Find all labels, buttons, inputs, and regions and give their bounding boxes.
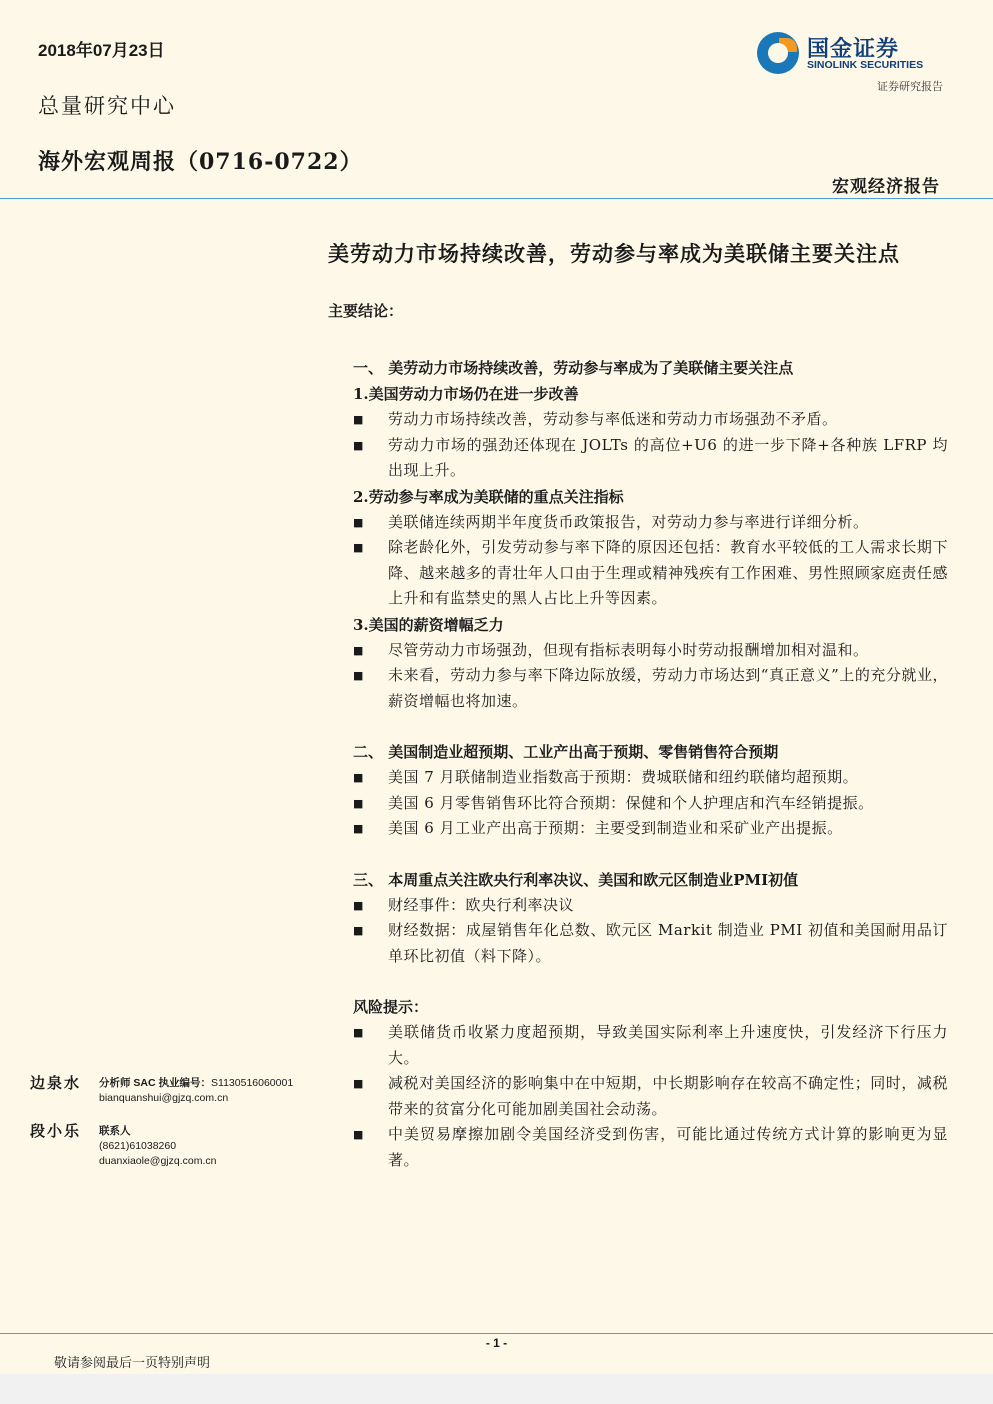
section-title: 三、 本周重点关注欧央行利率决议、美国和欧元区制造业PMI初值 [353,870,799,889]
analyst-name: 段小乐 [30,1122,82,1140]
list-item: ■ 中美贸易摩擦加剧令美国经济受到伤害，可能比通过传统方式计算的影响更为显著。 [328,1122,948,1173]
square-bullet-icon: ■ [353,413,364,426]
report-title: 海外宏观周报（0716-0722） [38,149,363,175]
analyst-email[interactable]: bianquanshui@gjzq.com.cn [99,1092,229,1104]
subsection-title: 2.劳动参与率成为美联储的重点关注指标 [353,487,624,506]
logo-subtitle: 证券研究报告 [877,80,943,93]
square-bullet-icon: ■ [353,438,364,452]
analyst-info [99,1076,293,1106]
list-item: ■ 劳动力市场持续改善，劳动参与率低迷和劳动力市场强劲不矛盾。 [328,407,948,433]
page-number: - 1 - [485,1336,508,1350]
contact-email[interactable]: duanxiaole@gjzq.com.cn [99,1155,217,1167]
footer-disclaimer: 敬请参阅最后一页特别声明 [54,1356,211,1371]
list-item: ■ 美国 6 月零售销售环比符合预期：保健和个人护理店和汽车经销提振。 [328,791,948,817]
list-item: ■ 尽管劳动力市场强劲，但现有指标表明每小时劳动报酬增加相对温和。 [328,638,948,664]
square-bullet-icon: ■ [353,924,364,937]
square-bullet-icon: ■ [353,541,364,554]
list-item: ■ 除老龄化外，引发劳动参与率下降的原因还包括：教育水平较低的工人需求长期下降、越来越多的青壮年人口由于生理或精神残疾有工作困难、男性照顾家庭责任感上升和有监禁史的黑人占比上升等因素。 [328,535,948,612]
square-bullet-icon: ■ [353,643,364,657]
report-date: 2018年07月23日 [38,41,165,60]
list-item: ■ 减税对美国经济的影响集中在中短期，中长期影响存在较高不确定性；同时，减税带来的贫富分化可能加剧美国社会动荡。 [328,1071,948,1122]
square-bullet-icon: ■ [353,898,364,912]
logo-mark-icon [757,32,799,74]
bottom-bar [0,1374,993,1404]
subsection-title: 3.美国的薪资增幅乏力 [353,615,504,634]
risk-title: 风险提示： [353,998,429,1016]
subsection-title: 1.美国劳动力市场仍在进一步改善 [353,385,579,403]
square-bullet-icon: ■ [353,1128,364,1141]
list-item: ■ 劳动力市场的强劲还体现在 JOLTs 的高位+U6 的进一步下降+各种族 LFRP 均出现上升。 [328,433,948,484]
square-bullet-icon: ■ [353,1077,364,1090]
report-category: 宏观经济报告 [832,177,940,197]
conclusion-label: 主要结论： [328,302,404,320]
list-item: ■ 美国 7 月联储制造业指数高于预期：费城联储和纽约联储均超预期。 [328,765,948,791]
analyst-info [99,1124,216,1169]
square-bullet-icon: ■ [353,796,364,810]
list-item: ■ 美国 6 月工业产出高于预期：主要受到制造业和采矿业产出提振。 [328,816,948,842]
header-divider [0,198,993,199]
square-bullet-icon: ■ [353,1026,364,1039]
list-item: ■ 财经数据：成屋销售年化总数、欧元区 Markit 制造业 PMI 初值和美国耐用品订单环比初值（料下降）。 [328,918,948,969]
analyst-name: 边泉水 [30,1074,82,1092]
square-bullet-icon: ■ [353,515,364,529]
contact-phone: (8621)61038260 [99,1140,177,1152]
square-bullet-icon: ■ [353,771,364,784]
headline: 美劳动力市场持续改善，劳动参与率成为美联储主要关注点 [328,241,900,266]
list-item: ■ 未来看，劳动力参与率下降边际放缓，劳动力市场达到“真正意义”上的充分就业，薪资增幅也将加速。 [328,663,948,714]
logo-name-en: SINOLINK SECURITIES [807,59,924,71]
section-title: 二、 美国制造业超预期、工业产出高于预期、零售销售符合预期 [353,743,779,761]
main-content [328,300,948,1173]
analyst-sac-label: 分析师 SAC 执业编号： [99,1077,212,1089]
logo-name-cn: 国金证券 [807,36,900,61]
footer-divider [0,1333,993,1334]
section-title: 一、 美劳动力市场持续改善，劳动参与率成为了美联储主要关注点 [353,359,794,377]
list-item: ■ 美联储货币收紧力度超预期，导致美国实际利率上升速度快，引发经济下行压力大。 [328,1020,948,1071]
department-name: 总量研究中心 [38,94,176,118]
list-item: ■ 财经事件：欧央行利率决议 [328,893,948,919]
contact-label: 联系人 [99,1125,131,1137]
square-bullet-icon: ■ [353,669,364,682]
analyst-sac-number: S1130516060001 [211,1077,294,1089]
company-logo [757,32,943,76]
square-bullet-icon: ■ [353,822,364,835]
list-item: ■ 美联储连续两期半年度货币政策报告，对劳动力参与率进行详细分析。 [328,510,948,536]
